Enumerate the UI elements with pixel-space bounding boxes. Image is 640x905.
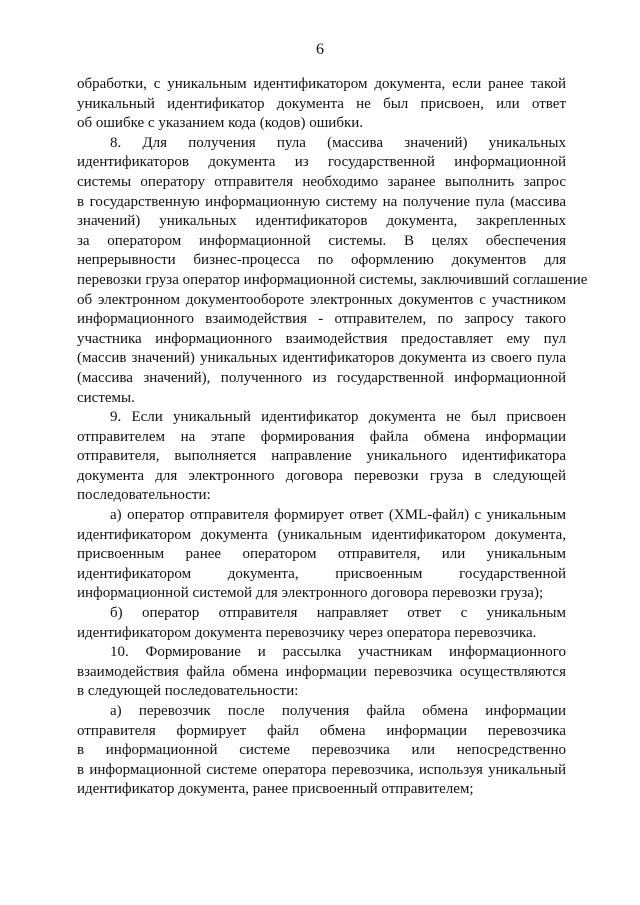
text-line: 9. Если уникальный идентификатор документа не был присвоен: [110, 409, 566, 426]
text-line: системы.: [77, 389, 135, 406]
text-line: идентификатором документа (уникальным идентификатором документа,: [77, 526, 566, 543]
text-line: отправителя формирует файл обмена информации перевозчика: [77, 722, 566, 739]
text-line: взаимодействия файла обмена информации перевозчика осуществляются: [77, 663, 566, 680]
text-line: участника информационного взаимодействия предоставляет ему пул: [77, 330, 566, 347]
text-line: в информационной системе оператора перевозчика, используя уникальный: [77, 761, 566, 778]
text-line: (массива значений), полученного из государственной информационной: [77, 369, 566, 386]
text-line: обработки, с уникальным идентификатором документа, если ранее такой: [77, 76, 566, 92]
text-line: в государственную информационную систему на получение пула (массива: [77, 193, 566, 210]
text-line: перевозки груза оператор информационной системы, заключивший соглашение: [77, 271, 588, 288]
text-line: идентификатором документа, присвоенным государственной: [77, 565, 566, 582]
text-line: системы оператору отправителя необходимо заранее выполнить запрос: [77, 173, 566, 190]
text-line: идентификатор документа, ранее присвоенный отправителем;: [77, 781, 474, 798]
text-line: значений) уникальных идентификаторов документа, закрепленных: [77, 213, 566, 230]
text-line: об электронном документообороте электронных документов с участником: [77, 291, 566, 308]
body-text: [77, 75, 588, 800]
text-line: 10. Формирование и рассылка участникам информационного: [110, 644, 566, 661]
text-line: идентификаторов документа из государственной информационной: [77, 154, 566, 171]
text-line: документа для электронного договора перевозки груза в следующей: [77, 467, 566, 484]
text-line: а) перевозчик после получения файла обмена информации: [110, 703, 566, 719]
text-line: в следующей последовательности:: [77, 683, 299, 700]
text-line: 8. Для получения пула (массива значений) уникальных: [110, 134, 566, 151]
text-line: информационной системой для электронного договора перевозки груза);: [77, 585, 544, 602]
text-line: отправителя, выполняется направление уникального идентификатора: [77, 448, 566, 465]
text-line: присвоенным ранее оператором отправителя, или уникальным: [77, 546, 566, 563]
text-line: идентификатором документа перевозчику через оператора перевозчика.: [77, 624, 537, 641]
text-line: (массив значений) уникальных идентификаторов документа из своего пула: [77, 350, 566, 367]
text-line: отправителем на этапе формирования файла обмена информации: [77, 428, 566, 445]
text-line: об ошибке с указанием кода (кодов) ошибки.: [77, 115, 364, 132]
page-number: 6: [316, 41, 324, 58]
text-line: б) оператор отправителя направляет ответ с уникальным: [110, 605, 566, 622]
text-line: в информационной системе перевозчика или непосредственно: [77, 742, 566, 759]
text-line: за оператором информационной системы. В целях обеспечения: [77, 232, 566, 249]
text-line: а) оператор отправителя формирует ответ (XML-файл) с уникальным: [110, 507, 566, 524]
text-line: уникальный идентификатор документа не был присвоен, или ответ: [77, 95, 566, 112]
text-line: последовательности:: [77, 487, 211, 504]
text-line: непрерывности бизнес-процесса по оформлению документов для: [77, 252, 566, 269]
text-line: информационного взаимодействия - отправителем, по запросу такого: [77, 311, 566, 328]
